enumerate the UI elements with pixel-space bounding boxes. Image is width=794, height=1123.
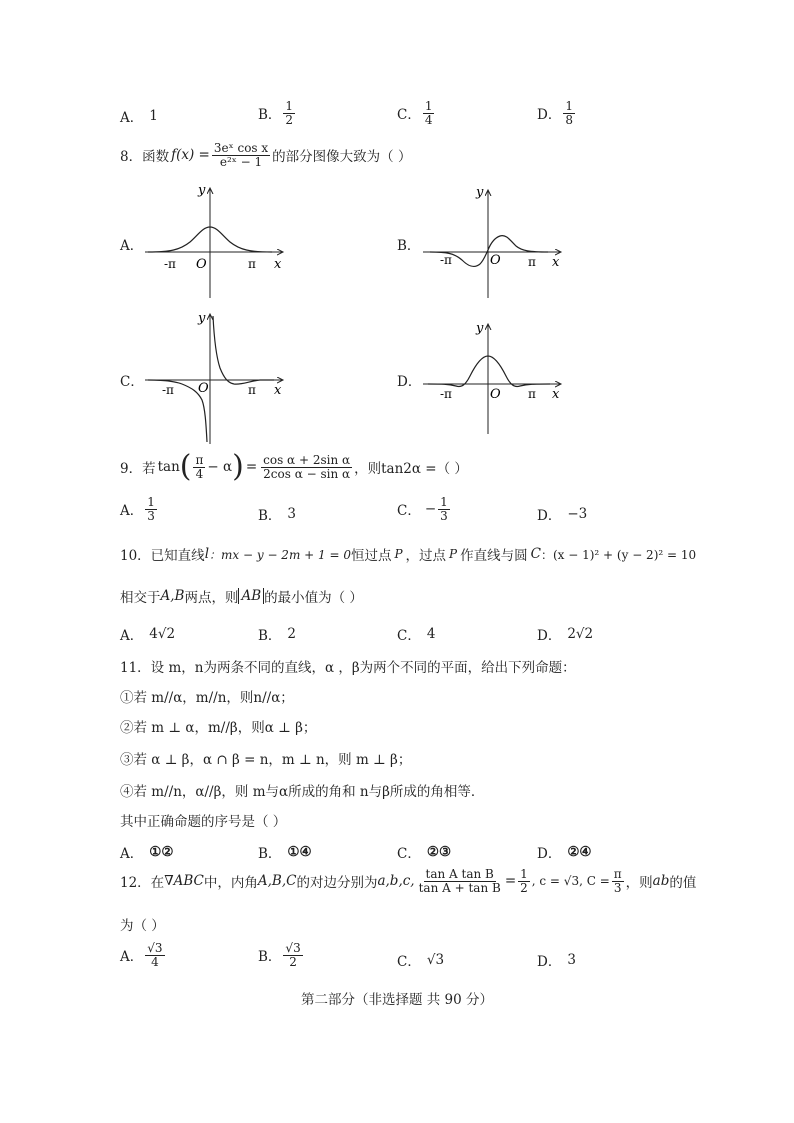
q12-line2: 为（ ） bbox=[120, 918, 165, 934]
q10-option-d: D． 2√2 bbox=[537, 626, 594, 644]
fraction: $\frac{\pi}{4}$ bbox=[195, 452, 204, 481]
q11-option-a: A． ①② bbox=[120, 844, 174, 862]
q9-option-c: C． − $\frac{1}{3}$ bbox=[397, 495, 448, 523]
q12-option-c: C． √3 bbox=[397, 952, 445, 970]
q10-line1: 10．已知直线 l ：mx − y − 2m + 1 = 0 恒过点 P ，过点 P 作直线与圆 C ：(x − 1)² + (y − 2)² = 10 bbox=[120, 546, 697, 564]
origin-label: O bbox=[490, 387, 501, 402]
pi-label: π bbox=[528, 387, 536, 401]
fraction: $\frac{1}{4}$ bbox=[424, 99, 433, 127]
pi-label: π bbox=[528, 255, 536, 269]
q11-item-3: ③若 α ⊥ β，α ∩ β = n，m ⊥ n，则 m ⊥ β； bbox=[120, 752, 412, 768]
q8-graph-a-label: A． bbox=[120, 238, 144, 254]
y-axis-label: y bbox=[476, 321, 484, 336]
q10-option-c: C． 4 bbox=[397, 626, 436, 644]
pi-label: π bbox=[248, 383, 256, 397]
origin-label: O bbox=[198, 381, 209, 396]
q11-option-c: C． ②③ bbox=[397, 844, 452, 862]
q8-graph-b bbox=[418, 182, 568, 302]
q8-graph-c bbox=[140, 308, 290, 448]
fraction: $\frac{1}{3}$ bbox=[440, 495, 448, 523]
origin-label: O bbox=[196, 257, 207, 272]
fraction: $\frac{\pi}{3}$ bbox=[613, 867, 622, 895]
q8-graph-c-label: C． bbox=[120, 374, 144, 390]
q12-option-a: A． $\frac{√3}{4}$ bbox=[120, 941, 163, 969]
x-axis-label: x bbox=[552, 255, 560, 270]
q10-option-a: A． 4√2 bbox=[120, 626, 176, 644]
q9-stem: 9．若 tan ( $\frac{\pi}{4}$ − α ) = $\frac{\text{cos α + 2sin α}}{\text{2cos α − sin α}}$ ，则tan2α =（ ） bbox=[120, 449, 468, 484]
fraction: $\frac{1}{2}$ bbox=[520, 867, 528, 895]
q8-graph-d-label: D． bbox=[397, 374, 422, 390]
section-heading: 第二部分（非选择题 共 90 分） bbox=[300, 992, 494, 1008]
q12-option-b: B． $\frac{√3}{2}$ bbox=[258, 941, 301, 969]
y-axis-label: y bbox=[198, 311, 206, 326]
x-axis-label: x bbox=[274, 257, 282, 272]
fraction: $\frac{1}{3}$ bbox=[147, 495, 155, 523]
q12-stem: 12．在 ∇ABC 中，内角 A,B,C 的对边分别为 a,b,c, $\frac{\text{tan A tan B}}{\text{tan A + tan B}}$ = $\frac{1}{2}$ , c = √3, C = $\frac{\pi}{3}$ ，则 ab 的值 bbox=[120, 867, 697, 895]
q7-option-c: C． $\frac{1}{4}$ bbox=[397, 99, 433, 127]
q7-option-b: B． $\frac{1}{2}$ bbox=[258, 99, 294, 127]
q8-stem: 8．函数 f(x) = $\frac{\text{3eˣ cos x}}{\text{e²ˣ − 1}}$ 的部分图像大致为（ ） bbox=[120, 141, 412, 169]
q10-line2: 相交于 A,B 两点，则 AB 的最小值为（ ） bbox=[120, 588, 363, 606]
q11-item-1: ①若 m//α，m//n，则n//α； bbox=[120, 690, 294, 706]
fraction: $\frac{\text{tan A tan B}}{\text{tan A + tan B}}$ bbox=[418, 867, 501, 895]
fraction: $\frac{√3}{4}$ bbox=[147, 941, 163, 969]
q11-stem: 11．设 m，n为两条不同的直线，α ，β为两个不同的平面，给出下列命题： bbox=[120, 660, 576, 676]
pi-label: π bbox=[248, 257, 256, 271]
q8-graph-d bbox=[418, 318, 568, 438]
neg-pi-label: -π bbox=[440, 253, 452, 267]
q8-graph-a bbox=[140, 180, 290, 300]
fraction: $\frac{1}{8}$ bbox=[565, 99, 573, 127]
q11-item-2: ②若 m ⊥ α，m//β，则α ⊥ β； bbox=[120, 720, 317, 736]
q11-option-d: D． ②④ bbox=[537, 844, 592, 862]
fraction: $\frac{\text{3eˣ cos x}}{\text{e²ˣ − 1}}$ bbox=[213, 141, 269, 169]
q8-graph-b-label: B． bbox=[397, 238, 421, 254]
q7-option-a: A． 1 bbox=[120, 108, 158, 126]
neg-pi-label: -π bbox=[164, 257, 176, 271]
origin-label: O bbox=[490, 253, 501, 268]
q9-option-d: D． −3 bbox=[537, 506, 588, 524]
q12-option-d: D． 3 bbox=[537, 952, 576, 970]
neg-pi-label: -π bbox=[162, 383, 174, 397]
neg-pi-label: -π bbox=[440, 387, 452, 401]
fraction: $\frac{\text{cos α + 2sin α}}{\text{2cos α − sin α}}$ bbox=[263, 452, 351, 481]
q11-option-b: B． ①④ bbox=[258, 844, 312, 862]
q9-option-a: A． $\frac{1}{3}$ bbox=[120, 495, 155, 523]
y-axis-label: y bbox=[198, 183, 206, 198]
q11-item-4: ④若 m//n，α//β，则 m与α所成的角和 n与β所成的角相等． bbox=[120, 784, 485, 800]
x-axis-label: x bbox=[552, 387, 560, 402]
q10-option-b: B． 2 bbox=[258, 626, 297, 644]
y-axis-label: y bbox=[476, 185, 484, 200]
q7-option-d: D． $\frac{1}{8}$ bbox=[537, 99, 573, 127]
q11-ask: 其中正确命题的序号是（ ） bbox=[120, 814, 287, 830]
x-axis-label: x bbox=[274, 383, 282, 398]
fraction: $\frac{√3}{2}$ bbox=[285, 941, 301, 969]
q9-option-b: B． 3 bbox=[258, 506, 297, 524]
fraction: $\frac{1}{2}$ bbox=[285, 99, 294, 127]
